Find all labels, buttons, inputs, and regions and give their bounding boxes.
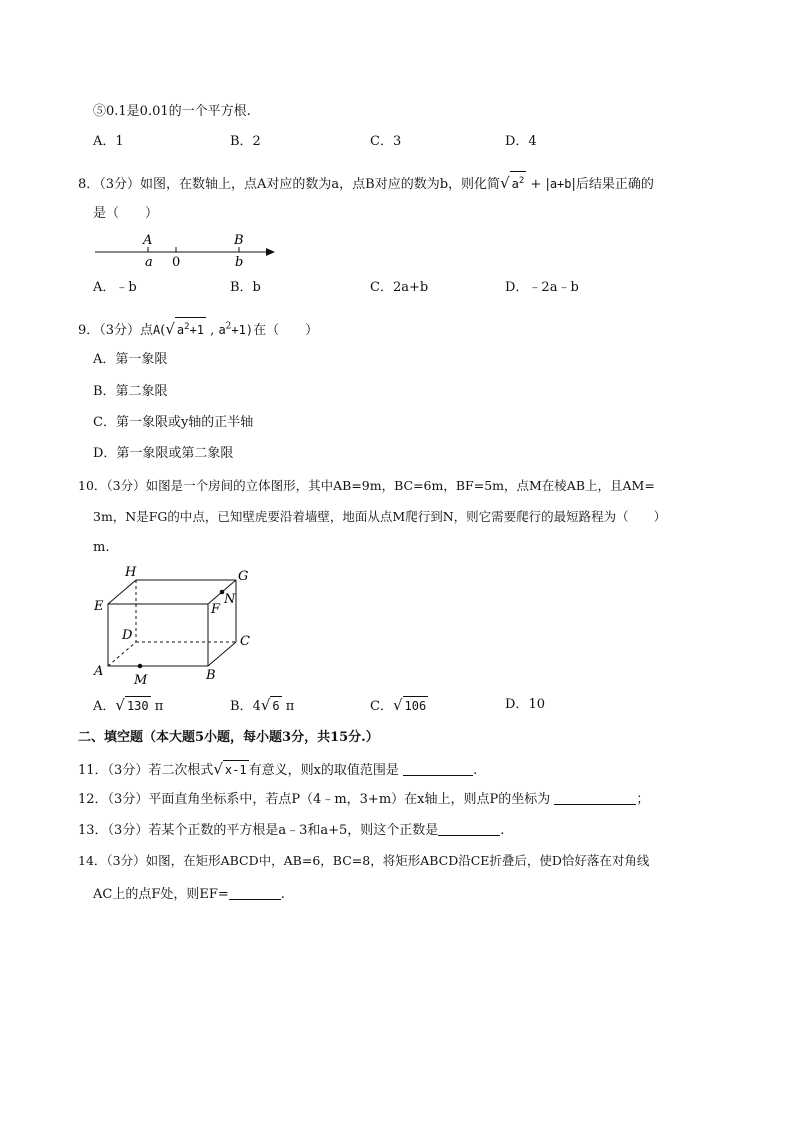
q10-line2: 3m，N是FG的中点，已知壁虎要沿着墙壁，地面从点M爬行到N，则它需要爬行的最短路程为（ ） (93, 509, 667, 524)
q8-stem-line1: 8．（3分）如图，在数轴上，点A对应的数为a，点B对应的数为b，则化简√ $a^2 + |a+b|$后结果正确的 (78, 171, 654, 194)
label-zero: 0 (172, 255, 181, 270)
label-N: N (224, 592, 236, 607)
q10-option-c: C．√ 106 (370, 696, 427, 714)
label-A: A (94, 664, 104, 679)
q10-option-a: A．√ 130 π (93, 696, 164, 714)
axis-arrow-icon (266, 248, 275, 256)
label-value-a: a (145, 255, 153, 270)
q9-option-d: D．第一象限或第二象限 (93, 446, 234, 461)
sqrt-symbol-icon: √ (392, 696, 403, 714)
q8-option-a: A．﹣b (93, 280, 137, 295)
q12-stem: 12．（3分）平面直角坐标系中，若点P（4﹣m，3+m）在x轴上，则点P的坐标为 ； (78, 792, 650, 807)
q13-answer-blank[interactable] (438, 821, 500, 836)
label-D: D (122, 628, 133, 643)
q7-option-c: C．3 (370, 134, 402, 149)
q9-option-a: A．第一象限 (93, 352, 168, 367)
sqrt-symbol-icon: √ (260, 696, 271, 714)
q10-option-b: B．4√ 6 π (230, 696, 295, 714)
q8-option-b: B．b (230, 280, 261, 295)
label-M: M (134, 673, 148, 687)
q14-answer-blank[interactable] (229, 885, 281, 900)
q12-answer-blank[interactable] (554, 790, 636, 805)
label-H: H (125, 565, 137, 580)
q7-option-b: B．2 (230, 134, 261, 149)
edge-AD (108, 642, 136, 666)
q10-line1: 10．（3分）如图是一个房间的立体图形，其中AB=9m，BC=6m，BF=5m，点M在棱AB上，且AM= (78, 478, 655, 493)
q11-answer-blank[interactable] (403, 761, 473, 776)
q10-line3: m. (93, 540, 110, 555)
q8-stem-before: 8．（3分）如图，在数轴上，点A对应的数为a，点B对应的数为b，则化简 (78, 177, 501, 192)
q10-option-d: D．10 (505, 697, 545, 712)
sqrt-symbol-icon: √ (213, 760, 223, 778)
q9-option-b: B．第二象限 (93, 384, 168, 399)
room-cuboid-figure (88, 562, 268, 687)
edge-EH (108, 580, 136, 604)
label-F: F (211, 602, 221, 617)
label-value-b: b (235, 255, 244, 270)
q13-stem: 13．（3分）若某个正数的平方根是a﹣3和a+5，则这个正数是 . (78, 823, 505, 838)
label-point-A: A (143, 233, 153, 248)
label-E: E (94, 599, 104, 614)
q8-option-c: C．2a+b (370, 280, 429, 295)
q8-option-d: D．﹣2a﹣b (505, 280, 579, 295)
q9-radicand: $a^2+1$ (175, 317, 206, 339)
q7-option-d: D．4 (505, 134, 537, 149)
q7-statement-5: ⑤0.1是0.01的一个平方根. (93, 104, 251, 119)
q8-radicand: $a^2$ (510, 171, 527, 193)
q8-stem-after: 后结果正确的 (575, 177, 654, 192)
edge-BC (208, 642, 236, 666)
label-C: C (240, 634, 250, 649)
q14-line1: 14．（3分）如图，在矩形ABCD中，AB=6，BC=8，将矩形ABCD沿CE折叠后，使D恰好落在对角线 (78, 853, 650, 868)
q9-point-name: A (153, 323, 161, 337)
sqrt-symbol-icon: √ (115, 696, 125, 714)
label-point-B: B (234, 233, 244, 248)
point-M (138, 664, 143, 669)
q14-line2: AC上的点F处，则EF= . (93, 887, 285, 902)
q11-radicand: x-1 (223, 760, 249, 779)
q9-stem-after: 在（ ） (253, 323, 319, 338)
q8-abs-expr: a+b (549, 177, 572, 191)
q7-option-a: A．1 (93, 134, 124, 149)
q9-option-c: C．第一象限或y轴的正半轴 (93, 415, 254, 430)
sqrt-symbol-icon: √ (500, 174, 510, 192)
q11-stem: 11．（3分）若二次根式√ x-1 有意义，则x的取值范围是 . (78, 760, 478, 778)
number-line-figure (90, 232, 290, 272)
sqrt-symbol-icon: √ (165, 320, 175, 338)
label-G: G (238, 569, 249, 584)
q8-stem-line2: 是（ ） (93, 206, 159, 221)
q9-stem-before: 9．（3分）点 (78, 323, 154, 338)
section-2-title: 二、填空题（本大题5小题，每小题3分，共15分.） (78, 730, 379, 745)
label-B: B (206, 668, 216, 683)
q9-stem: 9．（3分）点A(√ $a^2+1$ , $a^2+1$)在（ ） (78, 317, 318, 340)
